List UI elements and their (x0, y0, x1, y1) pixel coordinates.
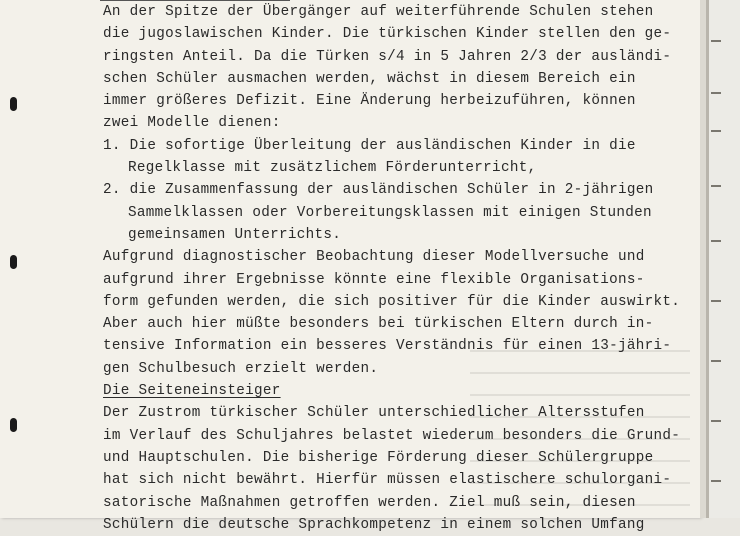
text-line: An der Spitze der Übergänger auf weiterführende Schulen stehen (103, 4, 654, 20)
text-line: schen Schüler ausmachen werden, wächst in diesem Bereich ein (103, 70, 636, 87)
margin-tick (711, 92, 721, 94)
text-line: und Hauptschulen. Die bisherige Förderung dieser Schülergruppe (103, 449, 654, 466)
punch-hole-bottom (10, 418, 17, 432)
list-item-2-continued: gemeinsamen Unterrichts. (128, 226, 342, 243)
text-line: Aber auch hier müßte besonders bei türkischen Eltern durch in- (103, 316, 654, 333)
list-item-1-continued: Regelklasse mit zusätzlichem Förderunterricht, (128, 160, 537, 177)
text-line: immer größeres Defizit. Eine Änderung herbeizuführen, können (103, 93, 636, 110)
margin-tick (711, 420, 721, 422)
text-line: Aufgrund diagnostischer Beobachtung dieser Modellversuche und (103, 249, 645, 266)
text-line: ringsten Anteil. Da die Türken s/4 in 5 Jahren 2/3 der ausländi- (103, 48, 672, 65)
text-line: die jugoslawischen Kinder. Die türkischen Kinder stellen den ge- (103, 26, 672, 43)
list-item-2: 2. die Zusammenfassung der ausländischen Schüler in 2-jährigen (103, 182, 654, 199)
punch-hole-top (10, 97, 17, 111)
adjacent-page (709, 0, 740, 518)
margin-tick (711, 240, 721, 242)
text-line: tensive Information ein besseres Verständnis für einen 13-jähri- (103, 338, 672, 355)
list-item-2-continued: Sammelklassen oder Vorbereitungsklassen mit einigen Stunden (128, 204, 652, 221)
margin-tick (711, 300, 721, 302)
margin-tick (711, 40, 721, 42)
section-heading: Die Seiteneinsteiger (103, 383, 281, 400)
text-line: Schülern die deutsche Sprachkompetenz in einem solchen Umfang (103, 516, 645, 533)
text-line: hat sich nicht bewährt. Hierfür müssen elastischere schulorgani- (103, 472, 672, 489)
margin-tick (711, 185, 721, 187)
list-item-1: 1. Die sofortige Überleitung der ausländischen Kinder in die (103, 137, 636, 154)
margin-tick (711, 360, 721, 362)
text-line: zwei Modelle dienen: (103, 115, 281, 132)
text-line: Der Zustrom türkischer Schüler unterschiedlicher Altersstufen (103, 405, 645, 422)
margin-tick (711, 480, 721, 482)
text-line: aufgrund ihrer Ergebnisse könnte eine flexible Organisations- (103, 271, 645, 288)
text-line: form gefunden werden, die sich positiver für die Kinder auswirkt. (103, 293, 681, 310)
text-line: im Verlauf des Schuljahres belastet wiederum besonders die Grund- (103, 427, 681, 444)
typed-text (103, 1, 698, 536)
margin-tick (711, 130, 721, 132)
text-line: gen Schulbesuch erzielt werden. (103, 360, 379, 377)
text-line: satorische Maßnahmen getroffen werden. Ziel muß sein, diesen (103, 494, 636, 511)
punch-hole-middle (10, 255, 17, 269)
